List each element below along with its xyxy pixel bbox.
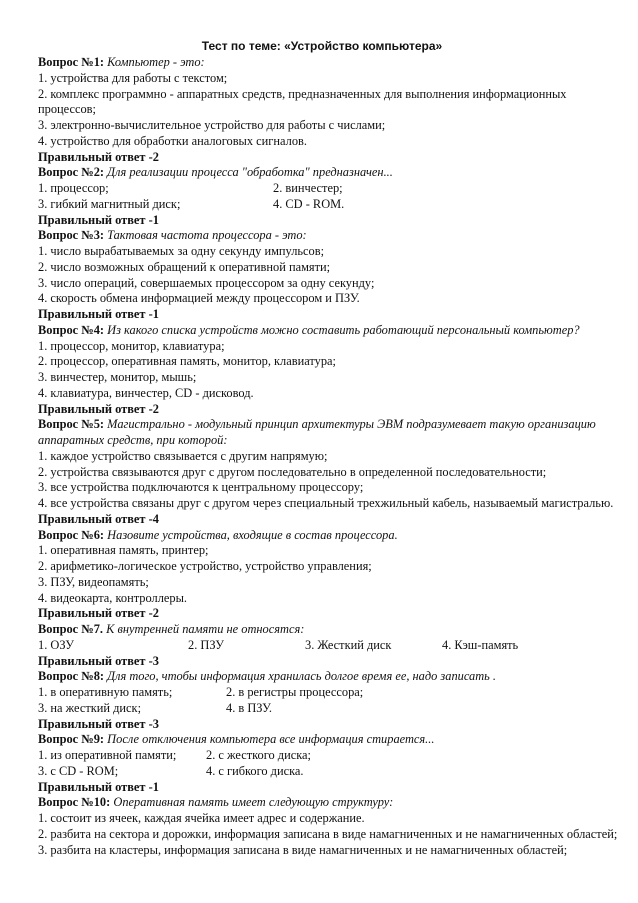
question-text: Тактовая частота процессора - это:: [107, 228, 307, 243]
question-4: [38, 323, 618, 418]
question-text: Компьютер - это:: [107, 55, 205, 69]
correct-answer: [38, 307, 618, 323]
correct-answer: [38, 512, 618, 528]
answer-option: 4. с гибкого диска.: [206, 763, 304, 778]
answer-row: [38, 685, 618, 701]
correct-answer: [38, 654, 618, 670]
answer-row: [38, 764, 618, 780]
question-header: [38, 228, 618, 244]
correct-answer-value: -1: [148, 212, 159, 227]
answer-option: 1. оперативная память, принтер;: [38, 543, 209, 558]
correct-answer-value: -1: [148, 779, 159, 794]
answer-option: 1. каждое устройство связывается с другим напрямую;: [38, 448, 328, 463]
answer-option: 1. ОЗУ: [38, 637, 75, 652]
correct-answer: [38, 780, 618, 796]
question-text: Для реализации процесса "обработка" предназначен...: [107, 165, 393, 180]
answer-option: 3. все устройства подключаются к центральному процессору;: [38, 480, 364, 495]
answer-option: 4. в ПЗУ.: [226, 700, 273, 715]
answer-option: 2. арифметико-логическое устройство, устройство управления;: [38, 559, 372, 573]
question-9: [38, 732, 618, 795]
question-header: [38, 323, 618, 339]
answer-option: 4. CD - ROM.: [273, 196, 345, 211]
correct-answer-label: Правильный ответ: [38, 716, 146, 731]
answer-option: 1. число вырабатываемых за одну секунду импульсов;: [38, 244, 325, 258]
answer-option: 2. в регистры процессора;: [226, 685, 364, 699]
answer-option: 4. видеокарта, контроллеры.: [38, 590, 187, 605]
answer-option: 2. разбита на сектора и дорожки, информация записана в виде намагниченных и не намагниченных областей;: [38, 826, 618, 841]
question-text: После отключения компьютера все информация стирается...: [107, 732, 435, 747]
correct-answer: [38, 213, 618, 229]
answer-option: 4. все устройства связаны друг с другом через специальный трехжильный кабель, называемый магистралью.: [38, 496, 614, 510]
question-label: Вопрос №1:: [38, 55, 105, 69]
answer-option: 3. число операций, совершаемых процессором за одну секунду;: [38, 275, 375, 290]
question-1: [38, 55, 618, 165]
answer-option: 3. с CD - ROM;: [38, 763, 119, 778]
correct-answer-label: Правильный ответ: [38, 511, 146, 526]
answer-option: 4. устройство для обработки аналоговых сигналов.: [38, 133, 307, 148]
answer-option: 1. процессор;: [38, 181, 109, 195]
correct-answer: [38, 717, 618, 733]
question-text: Назовите устройства, входящие в состав процессора.: [107, 527, 398, 542]
answer-option: 3. электронно-вычислительное устройство для работы с числами;: [38, 118, 386, 132]
question-label: Вопрос №5:: [38, 417, 105, 432]
correct-answer-value: -2: [148, 149, 159, 164]
answer-option: 3. гибкий магнитный диск;: [38, 196, 181, 211]
answer-option: 2. процессор, оперативная память, монитор, клавиатура;: [38, 354, 336, 369]
question-header: [38, 417, 618, 449]
question-label: Вопрос №8:: [38, 669, 105, 684]
answer-row: [38, 181, 618, 197]
answer-option: 3. Жесткий диск: [305, 637, 392, 652]
question-text: Магистрально - модульный принцип архитектуры ЭВМ подразумевает такую организацию аппаратных средств, при которой:: [38, 417, 596, 447]
answer-option: 1. устройства для работы с текстом;: [38, 70, 228, 85]
question-2: [38, 165, 618, 228]
correct-answer-label: Правильный ответ: [38, 606, 146, 621]
question-label: Вопрос №4:: [38, 322, 105, 337]
answer-option: 1. в оперативную память;: [38, 685, 173, 699]
correct-answer-value: -2: [148, 606, 159, 621]
correct-answer-label: Правильный ответ: [38, 212, 146, 227]
correct-answer-value: -3: [148, 653, 159, 668]
answer-option: 3. разбита на кластеры, информация записана в виде намагниченных и не намагниченных областей;: [38, 842, 568, 857]
answer-row: [38, 638, 618, 654]
question-7: [38, 622, 618, 669]
question-label: Вопрос №3:: [38, 228, 105, 243]
question-header: [38, 528, 618, 544]
correct-answer: [38, 150, 618, 166]
question-10: [38, 795, 618, 858]
answer-option: 3. ПЗУ, видеопамять;: [38, 574, 149, 589]
question-3: [38, 228, 618, 323]
question-label: Вопрос №6:: [38, 527, 105, 542]
correct-answer-label: Правильный ответ: [38, 149, 146, 164]
answer-option: 4. скорость обмена информацией между процессором и ПЗУ.: [38, 291, 360, 306]
answer-option: 2. винчестер;: [273, 181, 343, 195]
correct-answer-value: -3: [148, 716, 159, 731]
answer-option: 2. устройства связываются друг с другом последовательно в определенной последовательности;: [38, 464, 547, 479]
question-8: [38, 669, 618, 732]
question-label: Вопрос №10:: [38, 795, 111, 810]
question-header: [38, 622, 618, 638]
question-5: [38, 417, 618, 527]
answer-option: 3. винчестер, монитор, мышь;: [38, 370, 197, 384]
question-text: Из какого списка устройств можно составить работающий персональный компьютер?: [107, 322, 580, 337]
correct-answer-value: -1: [148, 307, 159, 321]
correct-answer: [38, 606, 618, 622]
correct-answer-label: Правильный ответ: [38, 307, 146, 321]
answer-row: [38, 197, 618, 213]
answer-option: 2. число возможных обращений к оперативной памяти;: [38, 259, 331, 274]
question-label: Вопрос №2:: [38, 165, 105, 180]
question-text: Оперативная память имеет следующую структуру:: [113, 795, 394, 810]
answer-row: [38, 701, 618, 717]
answer-option: 4. Кэш-память: [442, 637, 519, 652]
answer-option: 1. из оперативной памяти;: [38, 748, 177, 762]
question-6: [38, 528, 618, 623]
correct-answer-label: Правильный ответ: [38, 653, 146, 668]
correct-answer-value: -4: [148, 511, 159, 526]
answer-option: 1. состоит из ячеек, каждая ячейка имеет адрес и содержание.: [38, 811, 365, 825]
answer-option: 3. на жесткий диск;: [38, 700, 142, 715]
question-header: [38, 165, 618, 181]
correct-answer: [38, 402, 618, 418]
question-label: Вопрос №7.: [38, 622, 104, 636]
question-text: Для того, чтобы информация хранилась долгое время ее, надо записать .: [107, 669, 496, 684]
correct-answer-label: Правильный ответ: [38, 401, 146, 416]
answer-option: 1. процессор, монитор, клавиатура;: [38, 338, 225, 353]
question-header: [38, 795, 618, 811]
question-header: [38, 732, 618, 748]
answer-option: 4. клавиатура, винчестер, CD - дисковод.: [38, 385, 254, 400]
correct-answer-value: -2: [148, 401, 159, 416]
question-header: [38, 669, 618, 685]
page-title: Тест по теме: «Устройство компьютера»: [201, 39, 443, 53]
answer-option: 2. с жесткого диска;: [206, 748, 311, 762]
question-text: К внутренней памяти не относятся:: [106, 622, 305, 636]
answer-row: [38, 748, 618, 764]
question-label: Вопрос №9:: [38, 732, 105, 747]
answer-option: 2. ПЗУ: [188, 637, 225, 652]
question-header: [38, 55, 618, 71]
answer-option: 2. комплекс программно - аппаратных средств, предназначенных для выполнения информационных процессов;: [38, 86, 567, 117]
correct-answer-label: Правильный ответ: [38, 779, 146, 794]
